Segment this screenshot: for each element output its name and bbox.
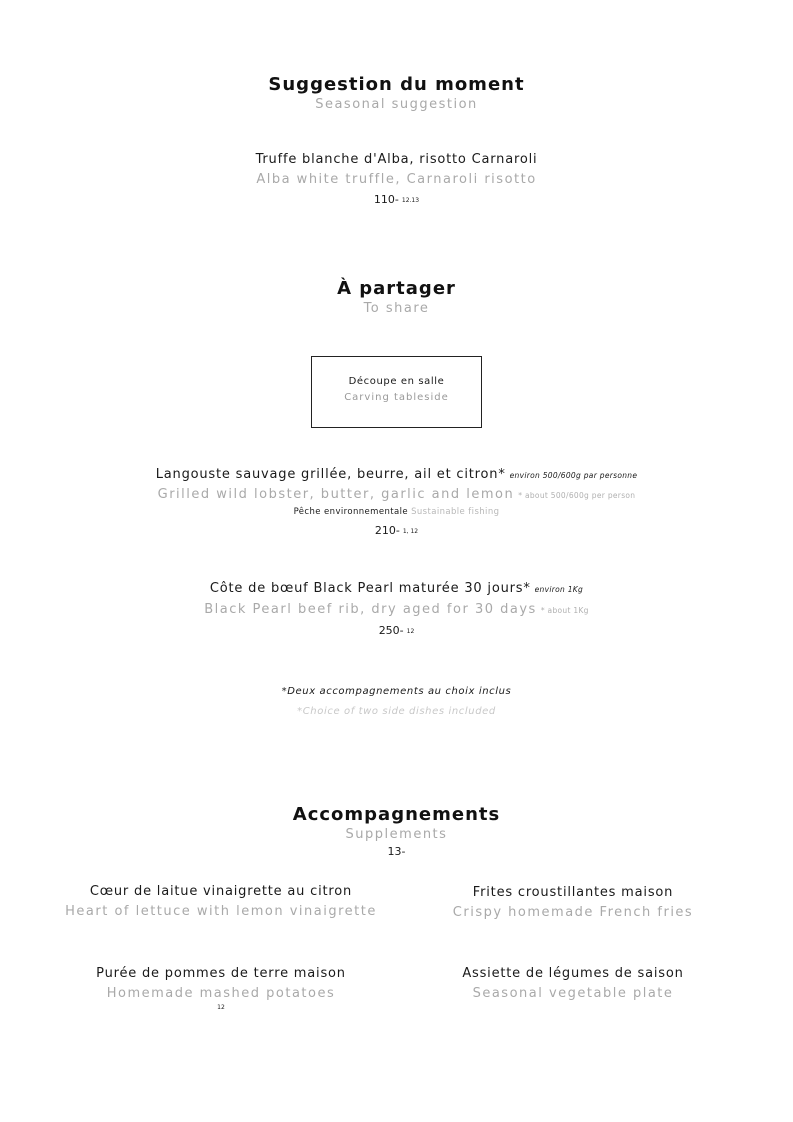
carving-box <box>311 356 482 428</box>
dish-fr-text: Côte de bœuf Black Pearl maturée 30 jours* <box>209 581 531 596</box>
side-name-en: Crispy homemade French fries <box>452 905 694 920</box>
section-subtitle: Seasonal suggestion <box>315 97 478 112</box>
side-name-fr: Assiette de légumes de saison <box>462 966 684 981</box>
section-subtitle: Supplements <box>345 827 448 842</box>
section-subtitle: To share <box>363 301 430 316</box>
section-title: Suggestion du moment <box>268 74 525 95</box>
carving-en: Carving tableside <box>344 392 449 403</box>
sides-footnote <box>0 683 793 721</box>
allergen-codes: 1, 12 <box>402 528 419 535</box>
carving-fr: Découpe en salle <box>348 376 445 387</box>
side-name-en: Seasonal vegetable plate <box>472 986 674 1001</box>
allergen-codes: 12 <box>217 1004 225 1011</box>
dish-name-en: Alba white truffle, Carnaroli risotto <box>256 172 537 187</box>
dish-price <box>0 192 793 209</box>
dish-name-fr: Truffe blanche d'Alba, risotto Carnaroli <box>255 152 538 167</box>
section-title: À partager <box>337 278 456 299</box>
side-name-en: Homemade mashed potatoes <box>106 986 336 1001</box>
sides-section <box>0 804 793 860</box>
dish-name-en <box>0 601 793 620</box>
sustain-fr: Pêche environnementale <box>293 507 408 517</box>
dish-name-fr <box>0 580 793 599</box>
dish-fr-note: environ 1Kg <box>534 585 584 594</box>
price-value: 210- <box>374 524 400 537</box>
footnote-fr: *Deux accompagnements au choix inclus <box>281 686 512 697</box>
share-section <box>0 278 793 318</box>
price-value: 250- <box>378 624 404 637</box>
dish-name-fr <box>0 466 793 485</box>
sustainability-note <box>0 505 793 519</box>
dish-price <box>0 623 793 640</box>
side-name-fr: Cœur de laitue vinaigrette au citron <box>89 884 353 899</box>
allergen-codes: 12.13 <box>401 197 420 204</box>
dish-name-en <box>0 486 793 505</box>
footnote-en: *Choice of two side dishes included <box>297 706 496 717</box>
dish-en-text: Black Pearl beef rib, dry aged for 30 days <box>204 602 537 617</box>
dish-fr-text: Langouste sauvage grillée, beurre, ail et citron* <box>155 467 506 482</box>
side-item <box>40 965 402 1013</box>
price-value: 110- <box>373 193 399 206</box>
side-item <box>392 884 754 922</box>
side-name-fr: Purée de pommes de terre maison <box>96 966 346 981</box>
side-item <box>392 965 754 1003</box>
dish-en-note: * about 500/600g per person <box>518 491 636 500</box>
dish-en-text: Grilled wild lobster, butter, garlic and lemon <box>157 487 515 502</box>
allergen-codes: 12 <box>406 628 415 635</box>
seasonal-dish <box>0 151 793 209</box>
beef-dish <box>0 580 793 640</box>
dish-price <box>0 523 793 540</box>
dish-en-note: * about 1Kg <box>540 606 589 615</box>
section-title: Accompagnements <box>292 804 501 825</box>
side-name-en: Heart of lettuce with lemon vinaigrette <box>65 904 377 919</box>
side-name-fr: Frites croustillantes maison <box>472 885 674 900</box>
sides-price: 13- <box>387 845 406 858</box>
lobster-dish <box>0 466 793 540</box>
sustain-en: Sustainable fishing <box>411 507 500 517</box>
side-item <box>40 883 402 921</box>
seasonal-section <box>0 74 793 114</box>
dish-fr-note: environ 500/600g par personne <box>509 471 638 480</box>
